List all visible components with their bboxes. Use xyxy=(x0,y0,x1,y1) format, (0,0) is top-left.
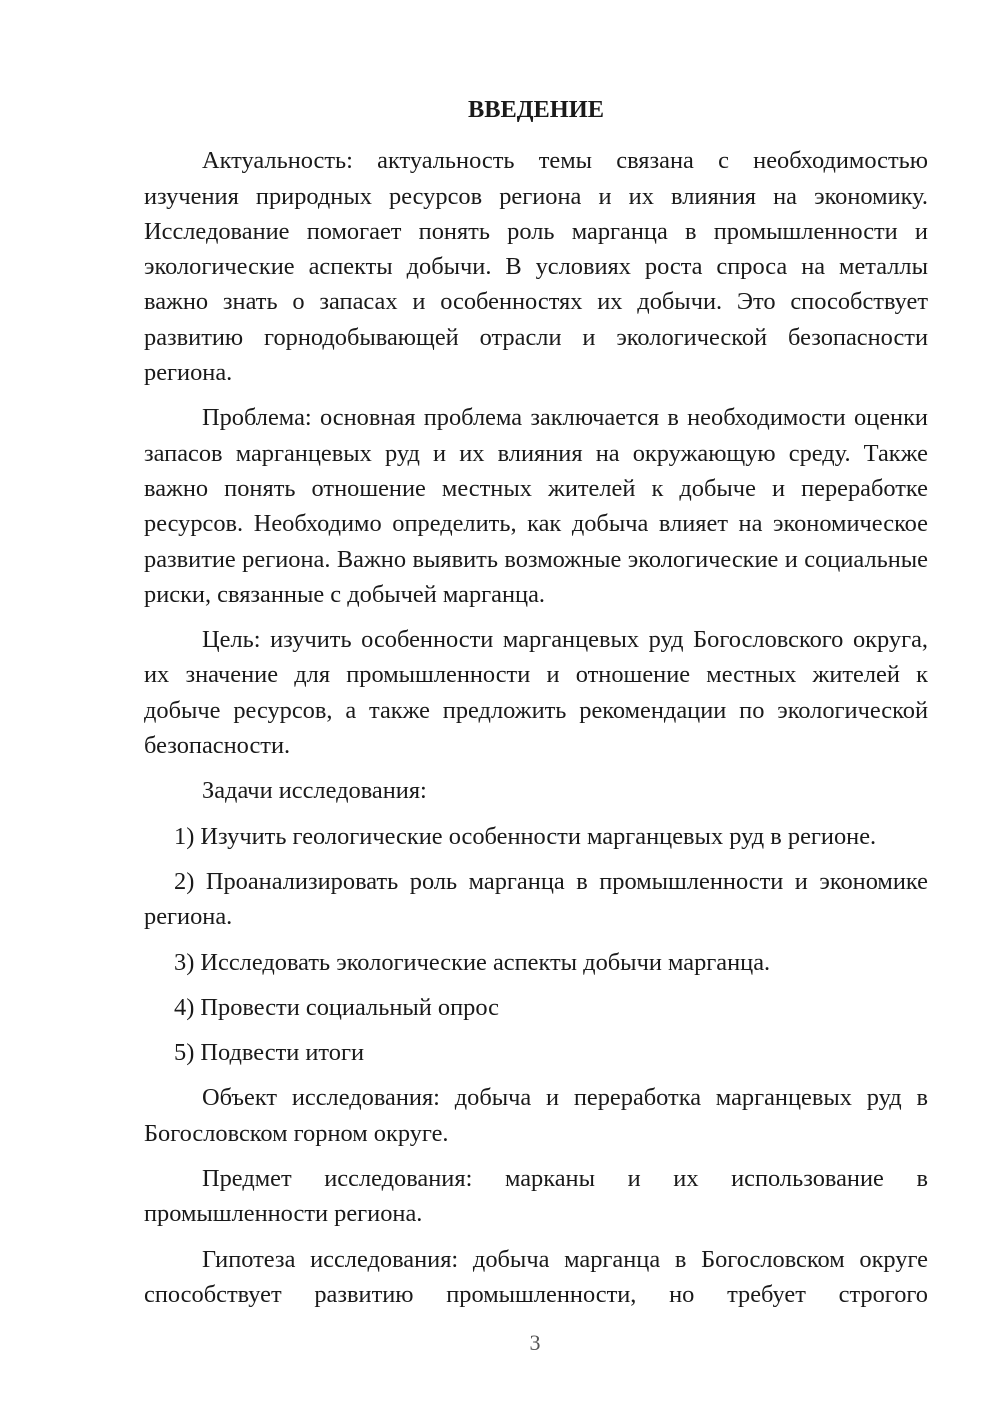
goal-paragraph: Цель: изучить особенности марганцевых руд Богословского округа, их значение для промышленности и отношение местных жителей к добыче ресурсов, а также предложить рекомендации по экологической безопасности. xyxy=(144,626,928,760)
hypothesis-paragraph: Гипотеза исследования: добыча марганца в Богословском округе способствует развитию промышленности, но требует строгого xyxy=(144,1245,928,1308)
tasks-list xyxy=(144,819,928,1071)
page-content xyxy=(144,92,928,1322)
task-item: 3) Исследовать экологические аспекты добычи марганца. xyxy=(174,948,771,976)
relevance-paragraph: Актуальность: актуальность темы связана с необходимостью изучения природных ресурсов региона и их влияния на экономику. Исследование помогает понять роль марганца в промышленности и экологические аспекты добычи. В условиях роста спроса на металлы важно знать о запасах и особенностях их добычи. Это способствует развитию горнодобывающей отрасли и экологической безопасности региона. xyxy=(144,147,928,387)
task-item: 1) Изучить геологические особенности марганцевых руд в регионе. xyxy=(174,822,877,850)
problem-paragraph: Проблема: основная проблема заключается в необходимости оценки запасов марганцевых руд и их влияния на окружающую среду. Также важно понять отношение местных жителей к добыче и переработке ресурсов. Необходимо определить, как добыча влияет на экономическое развитие региона. Важно выявить возможные экологические и социальные риски, связанные с добычей марганца. xyxy=(144,404,928,608)
section-title: ВВЕДЕНИЕ xyxy=(467,96,605,123)
page-number: 3 xyxy=(529,1330,541,1355)
task-item: 2) Проанализировать роль марганца в промышленности и экономике региона. xyxy=(144,867,928,931)
task-item: 4) Провести социальный опрос xyxy=(174,993,499,1021)
object-paragraph: Объект исследования: добыча и переработка марганцевых руд в Богословском горном округе. xyxy=(144,1084,928,1147)
subject-paragraph: Предмет исследования: марканы и их использование в промышленности региона. xyxy=(144,1165,928,1228)
task-item: 5) Подвести итоги xyxy=(174,1039,365,1067)
tasks-heading: Задачи исследования: xyxy=(202,777,427,805)
